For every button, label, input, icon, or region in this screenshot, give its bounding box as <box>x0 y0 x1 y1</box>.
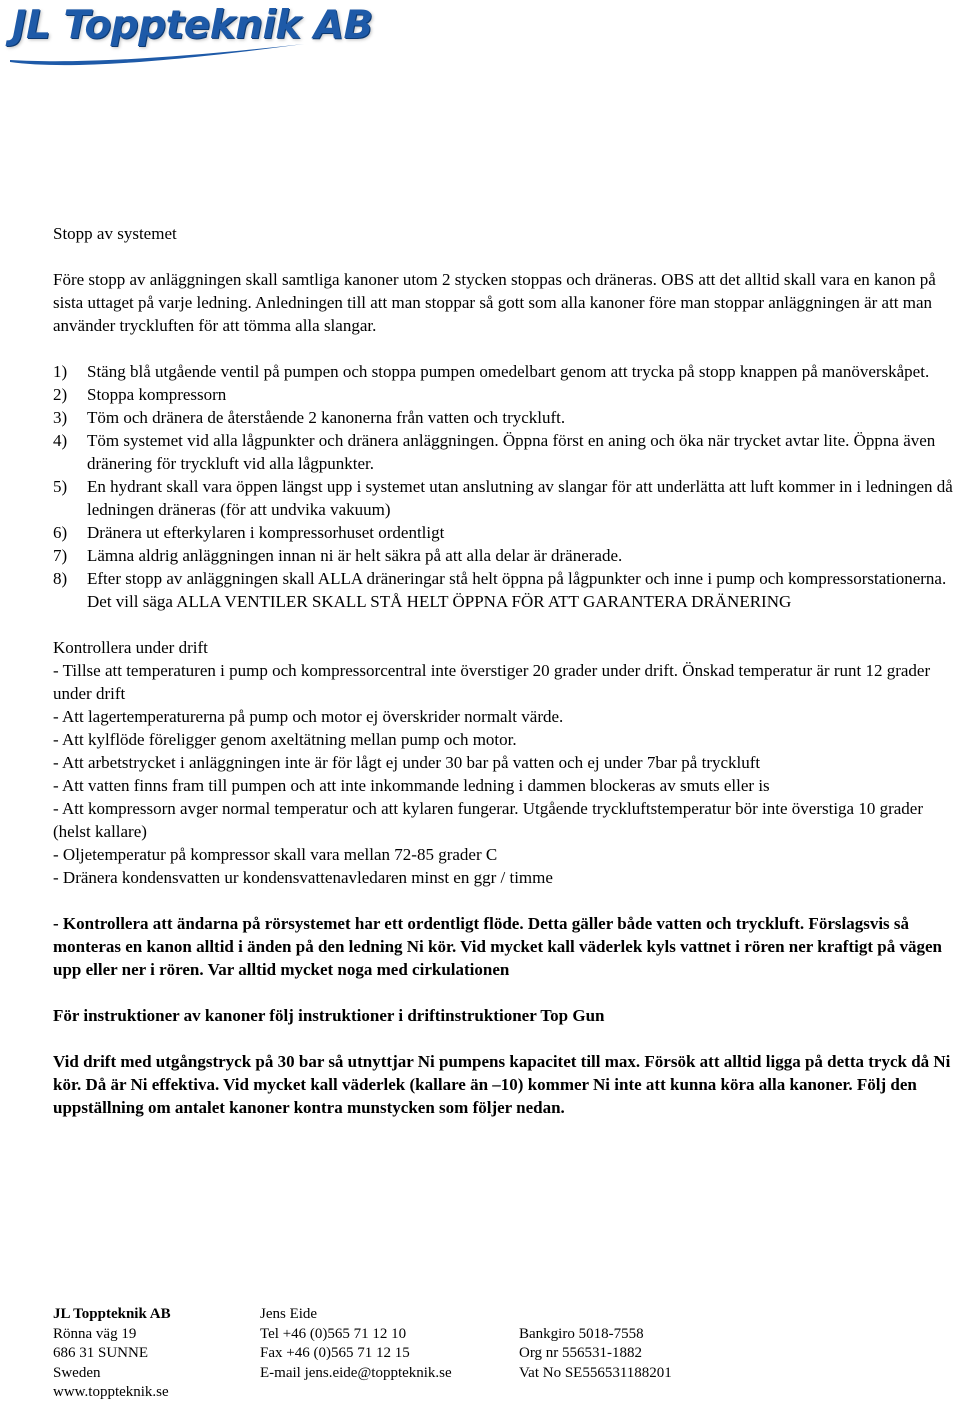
section-heading: Stopp av systemet <box>53 224 177 243</box>
check-item: - Att lagertemperaturerna på pump och motor ej överskrider normalt värde. <box>53 707 564 726</box>
step-number: 6) <box>53 523 68 542</box>
step-number: 3) <box>53 408 68 427</box>
check-item: - Att kompressorn avger normal temperatur och att kylaren fungerar. Utgående tryckluftstemperatur bör inte överstiga 10 grader (helst kallare) <box>53 799 923 841</box>
list-item <box>53 429 958 475</box>
step-text: Lämna aldrig anläggningen innan ni är helt säkra på att alla delar är dränerade. <box>87 546 623 565</box>
step-text: Stäng blå utgående ventil på pumpen och stoppa pumpen omedelbart genom att trycka på stopp knappen på manöverskåpet. <box>87 362 930 381</box>
step-number: 7) <box>53 546 68 565</box>
footer-vat-no: Vat No SE556531188201 <box>519 1364 672 1381</box>
footer-contact-column <box>260 1305 452 1383</box>
footer-org-nr: Org nr 556531-1882 <box>519 1345 643 1361</box>
check-item: - Tillse att temperaturen i pump och kompressorcentral inte överstiger 20 grader under drift. Önskad temperatur är runt 12 grader under drift <box>53 661 931 703</box>
step-text: Efter stopp av anläggningen skall ALLA dräneringar stå helt öppna på lågpunkter och inne i pump och kompressorstationerna. Det vill säga ALLA VENTILER SKALL STÅ HELT ÖPPNA FÖR ATT GARANTERA DRÄNERING <box>87 569 947 611</box>
step-number: 4) <box>53 431 68 450</box>
footer-company-name: JL Toppteknik AB <box>53 1306 171 1322</box>
bold-paragraph-instructions: För instruktioner av kanoner följ instruktioner i driftinstruktioner Top Gun <box>53 1006 605 1025</box>
footer-bank-column <box>519 1305 672 1383</box>
document-body <box>53 222 958 1119</box>
check-item: - Oljetemperatur på kompressor skall vara mellan 72-85 grader C <box>53 845 498 864</box>
list-item <box>53 406 958 429</box>
intro-paragraph: Före stopp av anläggningen skall samtliga kanoner utom 2 stycken stoppas och dräneras. OBS att det alltid skall vara en kanon på sista uttaget på varje ledning. Anledningen till att man stoppar så gott som alla kanoner före man stoppar anläggningen är att man använder tryckluften för att tömma alla slangar. <box>53 270 936 335</box>
step-text: Stoppa kompressorn <box>87 385 227 404</box>
footer-postal: 686 31 SUNNE <box>53 1345 149 1361</box>
footer-website: www.toppteknik.se <box>53 1384 169 1400</box>
operation-checks <box>53 636 958 889</box>
list-item <box>53 383 958 406</box>
step-number: 8) <box>53 569 68 588</box>
check-item: - Dränera kondensvatten ur kondensvattenavledaren minst en ggr / timme <box>53 868 553 887</box>
check-item: - Att arbetstrycket i anläggningen inte är för lågt ej under 30 bar på vatten och ej under 7bar på tryckluft <box>53 753 761 772</box>
footer-phone: Tel +46 (0)565 71 12 10 <box>260 1325 407 1342</box>
footer-country: Sweden <box>53 1364 101 1381</box>
footer-bankgiro: Bankgiro 5018-7558 <box>519 1325 644 1342</box>
footer-street: Rönna väg 19 <box>53 1325 137 1342</box>
logo-text: JL Toppteknik AB <box>12 3 373 48</box>
step-number: 1) <box>53 362 68 381</box>
list-item <box>53 544 958 567</box>
list-item <box>53 475 958 521</box>
check-item: - Att kylflöde föreligger genom axeltätning mellan pump och motor. <box>53 730 517 749</box>
step-number: 5) <box>53 477 68 496</box>
footer-contact-name: Jens Eide <box>260 1306 318 1322</box>
step-text: En hydrant skall vara öppen längst upp i systemet utan anslutning av slangar för att underlätta att luft kommer in i ledningen då ledningen dräneras (för att undvika vakuum) <box>87 477 953 519</box>
step-text: Töm och dränera de återstående 2 kanonerna från vatten och tryckluft. <box>87 408 566 427</box>
list-item <box>53 521 958 544</box>
list-item <box>53 360 958 383</box>
list-item <box>53 567 958 613</box>
footer-email: E-mail jens.eide@toppteknik.se <box>260 1364 452 1381</box>
footer-company-column <box>53 1305 171 1403</box>
logo-swoosh-icon <box>8 40 308 68</box>
checks-heading: Kontrollera under drift <box>53 638 208 657</box>
company-logo <box>8 2 373 72</box>
shutdown-steps-list <box>53 360 958 613</box>
check-item: - Att vatten finns fram till pumpen och att inte inkommande ledning i dammen blockeras av smuts eller is <box>53 776 770 795</box>
step-text: Töm systemet vid alla lågpunkter och dränera anläggningen. Öppna först en aning och öka när trycket avtar lite. Öppna även dränering för tryckluft vid alla lågpunkter. <box>87 431 936 473</box>
bold-paragraph-pressure: Vid drift med utgångstryck på 30 bar så utnyttjar Ni pumpens kapacitet till max. Försök att alltid ligga på detta tryck då Ni kör. Då är Ni effektiva. Vid mycket kall väderlek (kallare än –10) kommer Ni inte att kunna köra alla kanoner. Följ den uppställning om antalet kanoner kontra munstycken som följer nedan. <box>53 1052 951 1117</box>
step-text: Dränera ut efterkylaren i kompressorhuset ordentligt <box>87 523 445 542</box>
footer-fax: Fax +46 (0)565 71 12 15 <box>260 1345 410 1361</box>
step-number: 2) <box>53 385 68 404</box>
bold-paragraph-flow: - Kontrollera att ändarna på rörsystemet har ett ordentligt flöde. Detta gäller både vatten och tryckluft. Förslagsvis så monteras en kanon alltid i änden på den ledning Ni kör. Vid mycket kall väderlek kyls vattnet i rören ner kraftigt på vägen upp eller ner i rören. Var alltid mycket noga med cirkulationen <box>53 914 942 979</box>
